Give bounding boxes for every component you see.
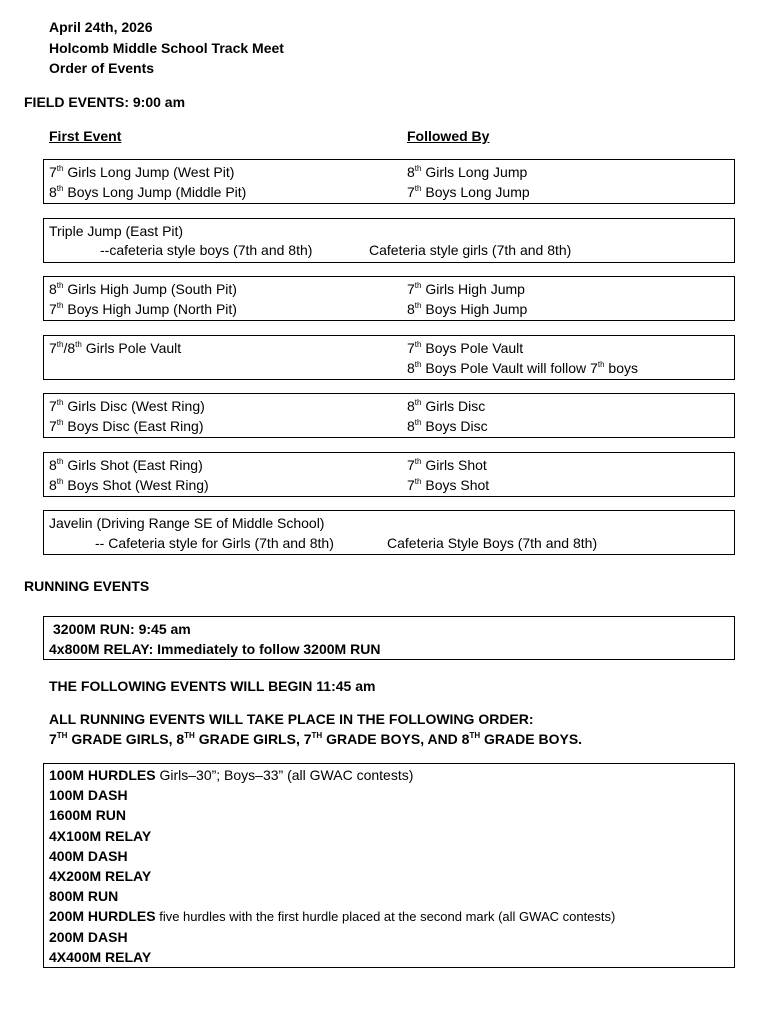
long-jump-first-2: 8th Boys Long Jump (Middle Pit) <box>49 184 247 200</box>
pole-vault-followed-2: 8th Boys Pole Vault will follow 7th boys <box>407 360 638 376</box>
javelin-first: -- Cafeteria style for Girls (7th and 8th) <box>95 535 334 551</box>
relay-4x800: 4x800M RELAY: Immediately to follow 3200M RUN <box>49 641 381 657</box>
triple-jump-followed: Cafeteria style girls (7th and 8th) <box>369 242 572 258</box>
event-4x400m-relay: 4X400M RELAY <box>49 949 152 965</box>
event-100m-dash: 100M DASH <box>49 787 128 803</box>
triple-jump-title: Triple Jump (East Pit) <box>49 223 184 239</box>
event-200m-hurdles: 200M HURDLES five hurdles with the first hurdle placed at the second mark (all GWAC contests) <box>49 908 616 924</box>
field-events-heading: FIELD EVENTS: 9:00 am <box>24 94 186 110</box>
triple-jump-first: --cafeteria style boys (7th and 8th) <box>100 242 313 258</box>
event-800m-run: 800M RUN <box>49 888 119 904</box>
high-jump-followed-1: 7th Girls High Jump <box>407 281 525 297</box>
col-followed-by: Followed By <box>407 128 490 144</box>
javelin-title: Javelin (Driving Range SE of Middle School) <box>49 515 325 531</box>
meet-date: April 24th, 2026 <box>49 19 153 35</box>
shot-followed-1: 7th Girls Shot <box>407 457 487 473</box>
high-jump-first-2: 7th Boys High Jump (North Pit) <box>49 301 237 317</box>
shot-followed-2: 7th Boys Shot <box>407 477 490 493</box>
disc-first-1: 7th Girls Disc (West Ring) <box>49 398 205 414</box>
event-1600m-run: 1600M RUN <box>49 807 127 823</box>
event-4x100m-relay: 4X100M RELAY <box>49 828 152 844</box>
disc-followed-2: 8th Boys Disc <box>407 418 488 434</box>
long-jump-followed-1: 8th Girls Long Jump <box>407 164 528 180</box>
javelin-followed: Cafeteria Style Boys (7th and 8th) <box>387 535 598 551</box>
event-400m-dash: 400M DASH <box>49 848 128 864</box>
long-jump-followed-2: 7th Boys Long Jump <box>407 184 530 200</box>
meet-name: Holcomb Middle School Track Meet <box>49 40 284 56</box>
pole-vault-first: 7th/8th Girls Pole Vault <box>49 340 182 356</box>
order-note: ALL RUNNING EVENTS WILL TAKE PLACE IN THE FOLLOWING ORDER: <box>49 711 534 727</box>
run-3200: 3200M RUN: 9:45 am <box>53 621 191 637</box>
high-jump-first-1: 8th Girls High Jump (South Pit) <box>49 281 237 297</box>
pole-vault-followed-1: 7th Boys Pole Vault <box>407 340 524 356</box>
page-subtitle: Order of Events <box>49 60 155 76</box>
begin-time-note: THE FOLLOWING EVENTS WILL BEGIN 11:45 am <box>49 678 376 694</box>
disc-first-2: 7th Boys Disc (East Ring) <box>49 418 204 434</box>
grade-order: 7TH GRADE GIRLS, 8TH GRADE GIRLS, 7TH GRADE BOYS, AND 8TH GRADE BOYS. <box>49 731 583 747</box>
event-4x200m-relay: 4X200M RELAY <box>49 868 152 884</box>
shot-first-2: 8th Boys Shot (West Ring) <box>49 477 209 493</box>
event-200m-dash: 200M DASH <box>49 929 128 945</box>
running-events-heading: RUNNING EVENTS <box>24 578 150 594</box>
long-jump-first-1: 7th Girls Long Jump (West Pit) <box>49 164 235 180</box>
event-100m-hurdles: 100M HURDLES Girls–30”; Boys–33” (all GWAC contests) <box>49 767 414 783</box>
shot-first-1: 8th Girls Shot (East Ring) <box>49 457 203 473</box>
col-first-event: First Event <box>49 128 122 144</box>
high-jump-followed-2: 8th Boys High Jump <box>407 301 528 317</box>
disc-followed-1: 8th Girls Disc <box>407 398 486 414</box>
